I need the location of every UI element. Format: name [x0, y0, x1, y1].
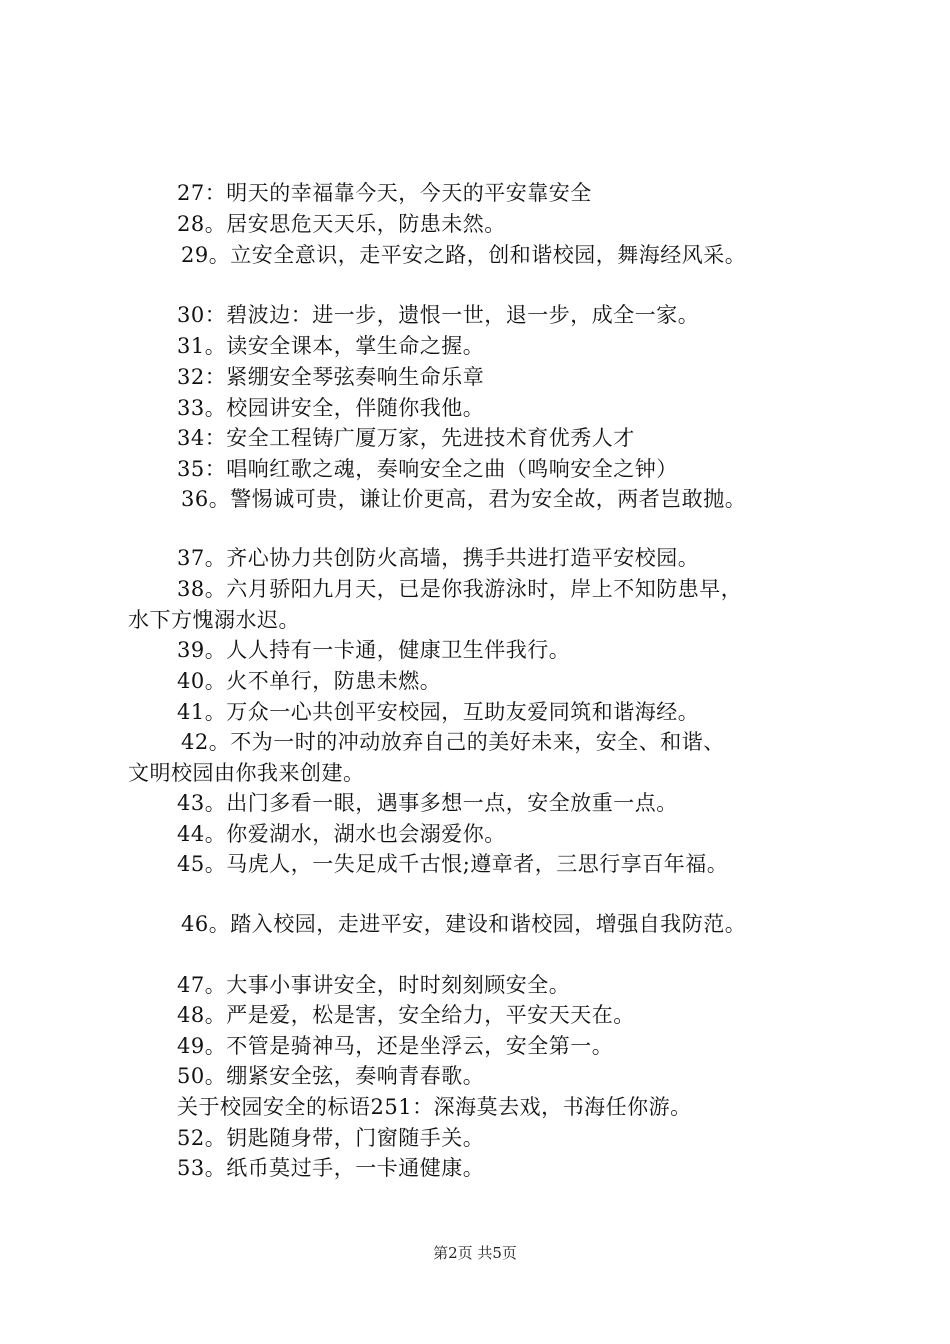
slogan-29: 29。立安全意识，走平安之路，创和谐校园，舞海经风采。: [181, 243, 747, 267]
slogan-48: 48。严是爱，松是害，安全给力，平安天天在。: [177, 1003, 635, 1027]
slogan-53: 53。纸币莫过手，一卡通健康。: [177, 1156, 485, 1180]
slogan-45: 45。马虎人，一失足成千古恨;遵章者，三思行享百年福。: [177, 852, 729, 876]
slogan-52: 52。钥匙随身带，门窗随手关。: [177, 1126, 485, 1150]
slogan-38: 38。六月骄阳九月天，已是你我游泳时，岸上不知防患早，: [177, 577, 743, 601]
slogan-41: 41。万众一心共创平安校园，互助友爱同筑和谐海经。: [177, 700, 700, 724]
slogan-30: 30：碧波边：进一步，遗恨一世，退一步，成全一家。: [177, 303, 700, 327]
slogan-50: 50。绷紧安全弦，奏响青春歌。: [177, 1064, 485, 1088]
slogan-43: 43。出门多看一眼，遇事多想一点，安全放重一点。: [177, 791, 678, 815]
slogan-31: 31。读安全课本，掌生命之握。: [177, 334, 485, 358]
slogan-51: 关于校园安全的标语251：深海莫去戏，书海任你游。: [177, 1095, 692, 1119]
slogan-37: 37。齐心协力共创防火高墙，携手共进打造平安校园。: [177, 546, 700, 570]
slogan-49: 49。不管是骑神马，还是坐浮云，安全第一。: [177, 1034, 614, 1058]
slogan-40: 40。火不单行，防患未燃。: [177, 669, 442, 693]
page-number-footer: 第2页 共5页: [433, 1244, 517, 1262]
slogan-27: 27：明天的幸福靠今天，今天的平安靠安全: [177, 181, 592, 205]
slogan-46: 46。踏入校园，走进平安，建设和谐校园，增强自我防范。: [181, 912, 747, 936]
slogan-39: 39。人人持有一卡通，健康卫生伴我行。: [177, 638, 571, 662]
slogan-42: 42。不为一时的冲动放弃自己的美好未来，安全、和谐、: [181, 730, 725, 754]
slogan-32: 32：紧绷安全琴弦奏响生命乐章: [177, 365, 485, 389]
slogan-36: 36。警惕诚可贵，谦让价更高，君为安全故，两者岂敢抛。: [181, 487, 747, 511]
slogan-34: 34：安全工程铸广厦万家，先进技术育优秀人才: [177, 426, 635, 450]
slogan-33: 33。校园讲安全，伴随你我他。: [177, 396, 485, 420]
slogan-35: 35：唱响红歌之魂，奏响安全之曲（鸣响安全之钟）: [177, 457, 678, 481]
slogan-47: 47。大事小事讲安全，时时刻刻顾安全。: [177, 973, 571, 997]
slogan-38-cont: 水下方愧溺水迟。: [128, 608, 300, 632]
slogan-44: 44。你爱湖水，湖水也会溺爱你。: [177, 822, 506, 846]
slogan-42-cont: 文明校园由你我来创建。: [128, 761, 365, 785]
slogan-28: 28。居安思危天天乐，防患未然。: [177, 212, 506, 236]
